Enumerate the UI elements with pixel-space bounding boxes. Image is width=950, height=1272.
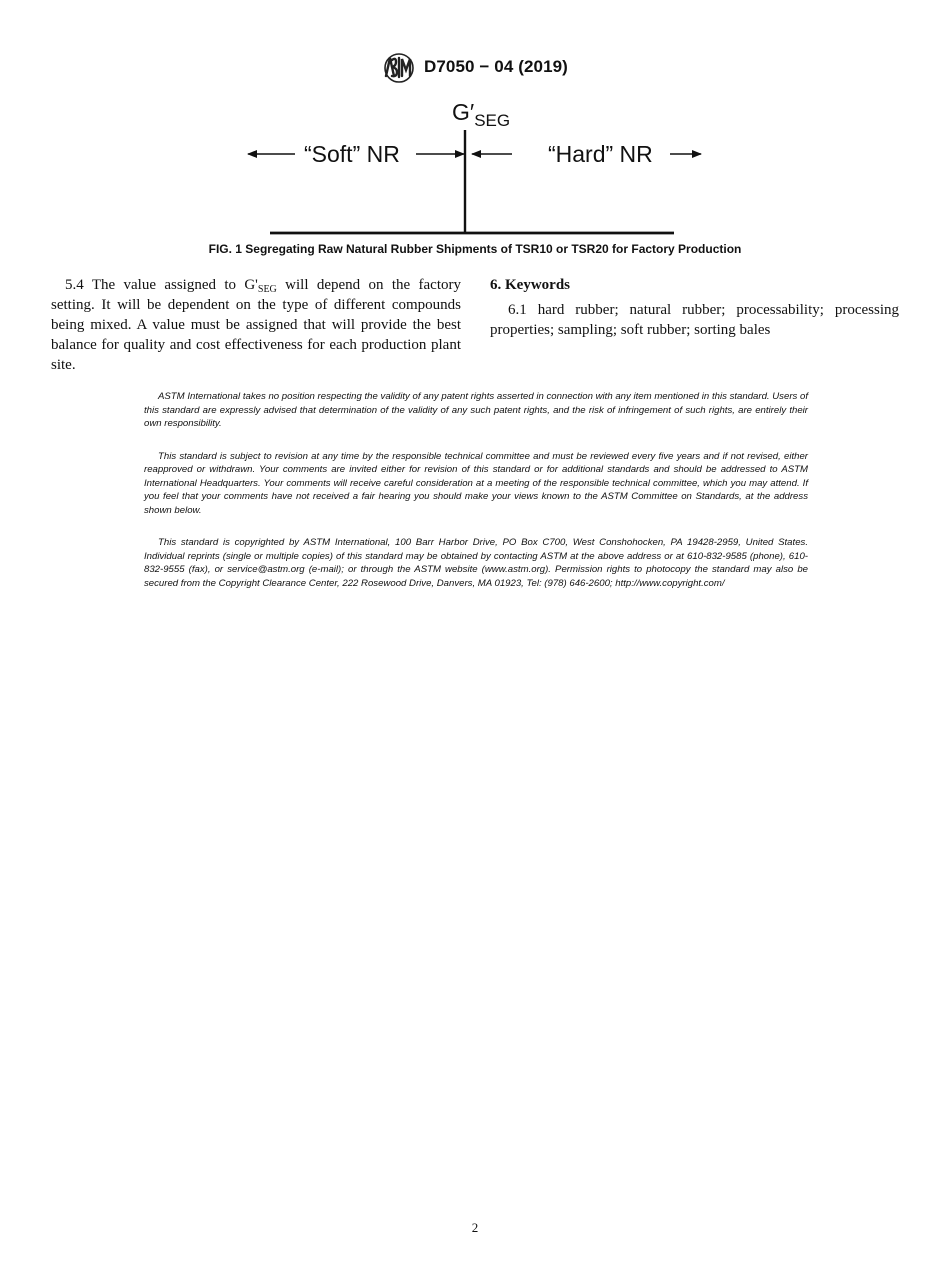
document-id: D7050 − 04 (2019): [424, 57, 568, 76]
page-header: [0, 52, 950, 86]
paragraph-5-4: 5.4 The value assigned to $G'_{SEG}$ will depend on the factory setting. It will be dependent on the type of different compounds being mixed. A value must be assigned that will provide the best balance for quality and cost effectiveness for each production plant site.: [51, 277, 461, 373]
page-number: 2: [471, 1220, 479, 1235]
g-seg-label: $G'_{SEG}$: [452, 99, 511, 130]
figure-1: [240, 92, 710, 242]
figure-caption: FIG. 1 Segregating Raw Natural Rubber Shipments of TSR10 or TSR20 for Factory Production: [208, 242, 742, 256]
soft-nr-label: “Soft” NR: [304, 141, 400, 167]
section-6-keywords: [490, 275, 899, 340]
segregation-diagram: [240, 92, 710, 242]
legal-notices: [144, 390, 808, 609]
section-5-4: [51, 275, 461, 375]
keywords-heading: 6. Keywords: [490, 277, 570, 293]
hard-nr-label: “Hard” NR: [548, 141, 653, 167]
copyright-notice: This standard is copyrighted by ASTM International, 100 Barr Harbor Drive, PO Box C700, West Conshohocken, PA 19428-2959, United States. Individual reprints (single or multiple copies) of this standard may be obtained by contacting ASTM at the above address or at 610-832-9585 (phone), 610-832-9555 (fax), or service@astm.org (e-mail); or through the ASTM website (www.astm.org). Permission rights to photocopy the standard may also be secured from the Copyright Clearance Center, 222 Rosewood Drive, Danvers, MA 01923, Tel: (978) 646-2600; http://www.copyright.com/: [144, 537, 808, 589]
astm-logo: [380, 52, 418, 84]
revision-notice: This standard is subject to revision at any time by the responsible technical committee and must be reviewed every five years and if not revised, either reapproved or withdrawn. Your comments are invited either for revision of this standard or for additional standards and should be addressed to ASTM International Headquarters. Your comments will receive careful consideration at a meeting of the responsible technical committee, which you may attend. If you feel that your comments have not received a fair hearing you should make your views known to the ASTM Committee on Standards, at the address shown below.: [144, 450, 808, 516]
keywords-text: 6.1 hard rubber; natural rubber; processability; processing properties; sampling; soft rubber; sorting bales: [490, 302, 899, 338]
patent-notice: ASTM International takes no position respecting the validity of any patent rights asserted in connection with any item mentioned in this standard. Users of this standard are expressly advised that determination of the validity of any such patent rights, and the risk of infringement of such rights, are entirely their own responsibility.: [144, 391, 808, 429]
